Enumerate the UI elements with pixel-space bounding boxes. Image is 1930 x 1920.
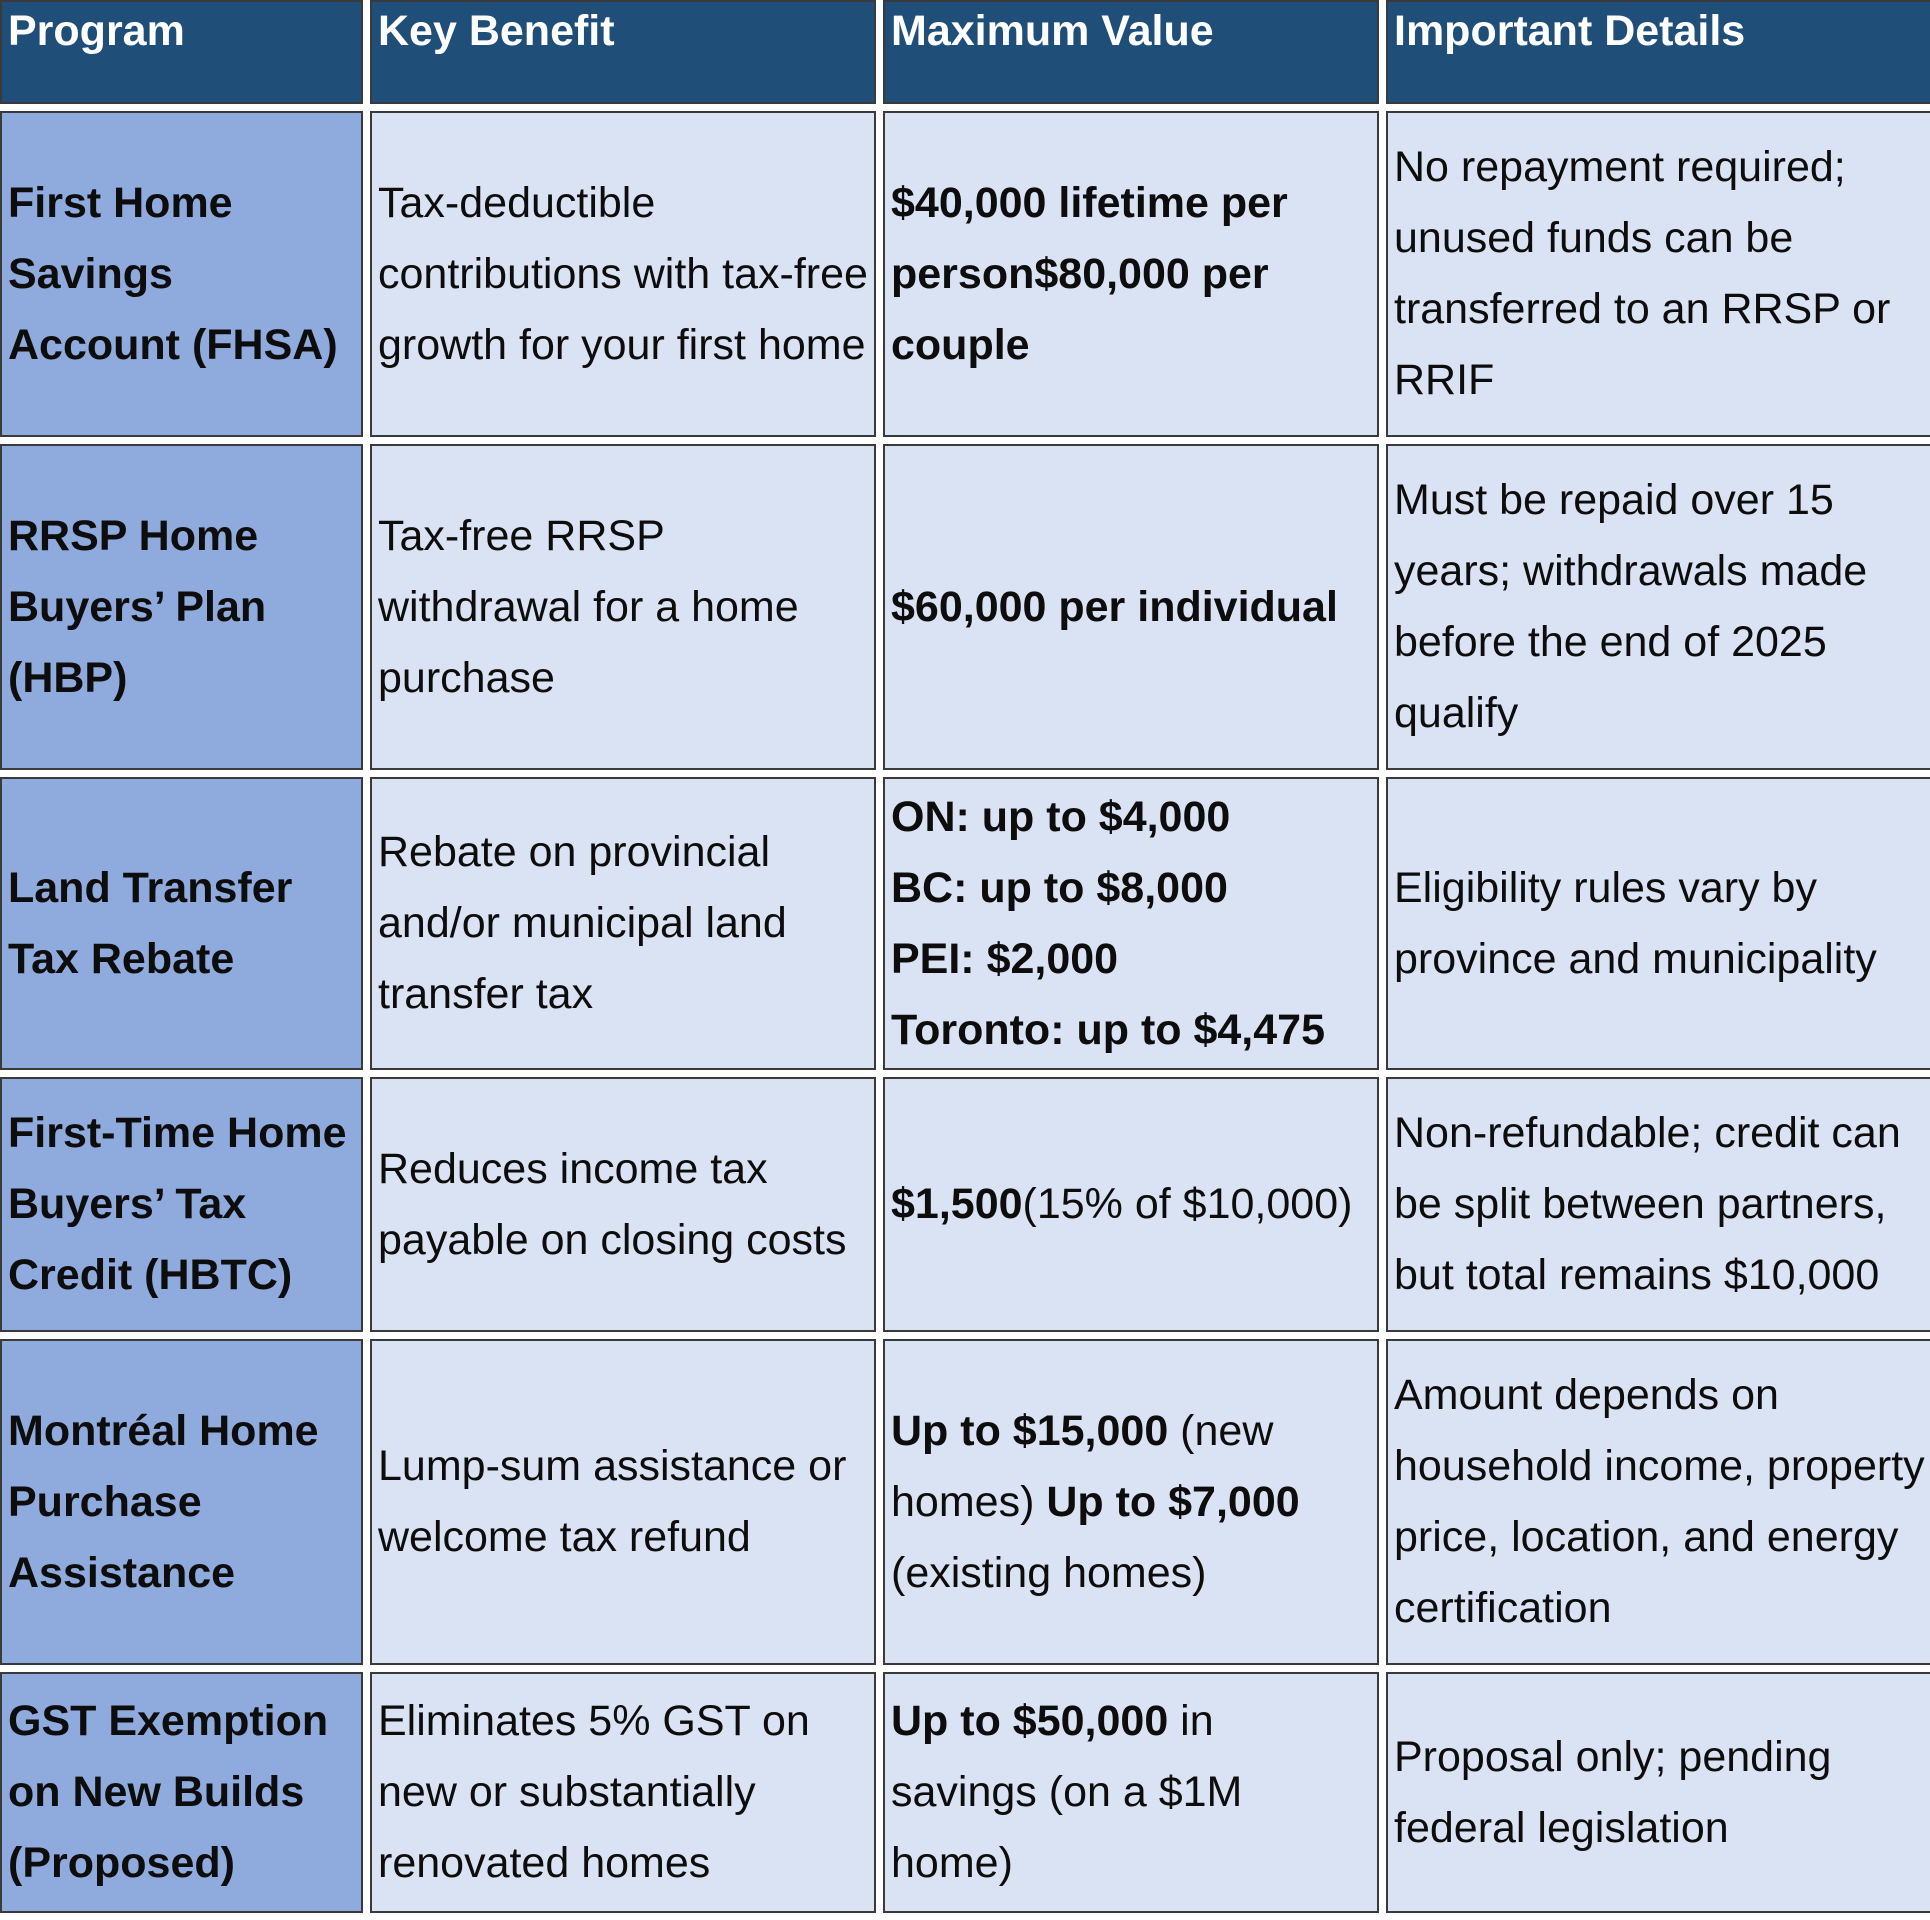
max-value-line: ON: up to $4,000 [891, 792, 1231, 841]
program-cell: First Home Savings Account (FHSA) [0, 111, 363, 437]
details-cell: Eligibility rules vary by province and municipality [1386, 777, 1930, 1070]
details-cell: Proposal only; pending federal legislation [1386, 1672, 1930, 1913]
header-program: Program [0, 0, 363, 104]
key-benefit-cell: Rebate on provincial and/or municipal land transfer tax [370, 777, 876, 1070]
max-value-cell [883, 444, 1379, 770]
key-benefit-cell: Tax-deductible contributions with tax-free growth for your first home [370, 111, 876, 437]
program-cell: RRSP Home Buyers’ Plan (HBP) [0, 444, 363, 770]
key-benefit-cell: Reduces income tax payable on closing costs [370, 1077, 876, 1332]
header-key-benefit: Key Benefit [370, 0, 876, 104]
table-row [0, 1672, 1930, 1913]
max-value-cell [883, 1672, 1379, 1913]
max-value-line: BC: up to $8,000 [891, 863, 1228, 912]
max-value-note: (15% of $10,000) [1022, 1180, 1353, 1228]
program-cell: GST Exemption on New Builds (Proposed) [0, 1672, 363, 1913]
table-row [0, 777, 1930, 1070]
key-benefit-cell: Tax-free RRSP withdrawal for a home purchase [370, 444, 876, 770]
key-benefit-cell: Lump-sum assistance or welcome tax refund [370, 1339, 876, 1665]
table-row [0, 1077, 1930, 1332]
max-value-cell [883, 1339, 1379, 1665]
max-value-cell [883, 1077, 1379, 1332]
table-row [0, 444, 1930, 770]
details-cell: Amount depends on household income, property price, location, and energy certification [1386, 1339, 1930, 1665]
max-value-amount: Up to $7,000 [1046, 1477, 1300, 1526]
program-cell: Montréal Home Purchase Assistance [0, 1339, 363, 1665]
max-value-text: $60,000 per individual [891, 582, 1338, 631]
max-value-amount: Up to $15,000 [891, 1406, 1169, 1455]
program-cell: Land Transfer Tax Rebate [0, 777, 363, 1070]
max-value-note: (new homes) [891, 1406, 1274, 1526]
max-value-amount: Up to $50,000 [891, 1697, 1169, 1745]
max-value-amount: $1,500 [891, 1180, 1023, 1228]
header-maximum-value: Maximum Value [883, 0, 1379, 104]
max-value-line: Toronto: up to $4,475 [891, 1005, 1325, 1054]
details-cell: Must be repaid over 15 years; withdrawals made before the end of 2025 qualify [1386, 444, 1930, 770]
max-value-note: in savings (on a $1M home) [891, 1697, 1243, 1887]
table-row [0, 111, 1930, 437]
max-value-note: (existing homes) [891, 1548, 1207, 1597]
header-important-details: Important Details [1386, 0, 1930, 104]
program-cell: First-Time Home Buyers’ Tax Credit (HBTC) [0, 1077, 363, 1332]
max-value-text: $40,000 lifetime per person$80,000 per couple [891, 178, 1288, 369]
header-row [0, 0, 1930, 104]
key-benefit-cell: Eliminates 5% GST on new or substantially renovated homes [370, 1672, 876, 1913]
max-value-cell [883, 111, 1379, 437]
table-row [0, 1339, 1930, 1665]
max-value-cell [883, 777, 1379, 1070]
max-value-line: PEI: $2,000 [891, 934, 1119, 983]
details-cell: No repayment required; unused funds can be transferred to an RRSP or RRIF [1386, 111, 1930, 437]
details-cell: Non-refundable; credit can be split between partners, but total remains $10,000 [1386, 1077, 1930, 1332]
